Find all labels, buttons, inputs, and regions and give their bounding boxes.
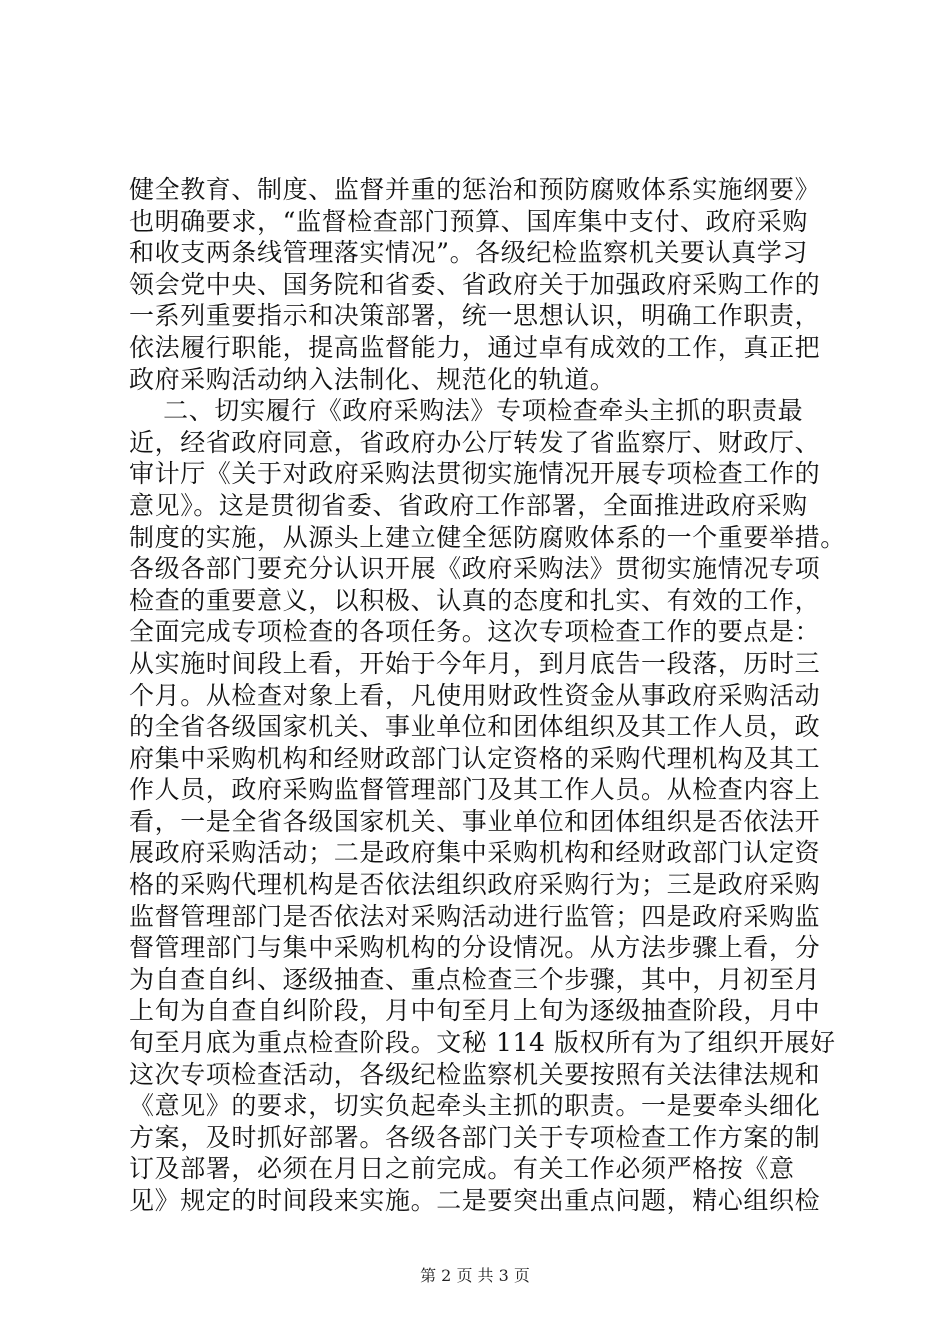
text-line: 府集中采购机构和经财政部门认定资格的采购代理机构及其工 [129,743,821,773]
text-line: 从实施时间段上看，开始于今年月，到月底告一段落，历时三 [129,648,821,678]
text-line: 意见》。这是贯彻省委、省政府工作部署，全面推进政府采购 [129,490,808,520]
text-line: 订及部署，必须在月日之前完成。有关工作必须严格按《意 [129,1154,795,1184]
text-line: 健全教育、制度、监督并重的惩治和预防腐败体系实施纲要》 [129,175,821,204]
text-line: 的全省各级国家机关、事业单位和团体组织及其工作人员，政 [129,712,821,742]
text-line: 格的采购代理机构是否依法组织政府采购行为；三是政府采购 [129,870,821,900]
text-line: 监督管理部门是否依法对采购活动进行监管；四是政府采购监 [129,901,821,931]
text-line: 领会党中央、国务院和省委、省政府关于加强政府采购工作的 [129,269,821,299]
text-line: 制度的实施，从源头上建立健全惩防腐败体系的一个重要举措。 [129,522,846,552]
text-line: 看，一是全省各级国家机关、事业单位和团体组织是否依法开 [129,806,821,836]
page-footer: 第 2 页 共 3 页 [420,1266,530,1285]
text-line: 为自查自纠、逐级抽查、重点检查三个步骤，其中，月初至月 [129,964,821,994]
text-line: 全面完成专项检查的各项任务。这次专项检查工作的要点是： [129,617,821,647]
text-line: 审计厅《关于对政府采购法贯彻实施情况开展专项检查工作的 [129,459,821,489]
text-line: 一系列重要指示和决策部署，统一思想认识，明确工作职责， [129,301,821,331]
text-line: 作人员，政府采购监督管理部门及其工作人员。从检查内容上 [129,775,821,805]
text-line: 二、切实履行《政府采购法》专项检查牵头主抓的职责最 [129,396,804,426]
text-line: 个月。从检查对象上看，凡使用财政性资金从事政府采购活动 [129,680,821,710]
text-line: 近，经省政府同意，省政府办公厅转发了省监察厅、财政厅、 [129,427,821,457]
text-line: 展政府采购活动；二是政府集中采购机构和经财政部门认定资 [129,838,821,868]
body-text [129,174,846,1217]
text-line: 督管理部门与集中采购机构的分设情况。从方法步骤上看，分 [129,933,821,963]
text-line: 依法履行职能，提高监督能力，通过卓有成效的工作，真正把 [129,332,821,362]
text-line: 方案，及时抓好部署。各级各部门关于专项检查工作方案的制 [129,1122,821,1152]
text-line: 检查的重要意义，以积极、认真的态度和扎实、有效的工作， [129,585,821,615]
text-line: 也明确要求，“监督检查部门预算、国库集中支付、政府采购 [129,206,808,236]
text-line: 上旬为自查自纠阶段，月中旬至月上旬为逐级抽查阶段，月中 [129,996,821,1026]
text-line: 《意见》的要求，切实负起牵头主抓的职责。一是要牵头细化 [129,1091,821,1121]
text-line: 和收支两条线管理落实情况”。各级纪检监察机关要认真学习 [129,238,808,268]
text-line: 各级各部门要充分认识开展《政府采购法》贯彻实施情况专项 [129,554,821,584]
text-line: 见》规定的时间段来实施。二是要突出重点问题，精心组织检 [129,1186,821,1215]
text-line: 旬至月底为重点检查阶段。文秘 114 版权所有为了组织开展好 [129,1028,836,1058]
text-line: 这次专项检查活动，各级纪检监察机关要按照有关法律法规和 [129,1059,821,1089]
text-line: 政府采购活动纳入法制化、规范化的轨道。 [129,364,616,394]
